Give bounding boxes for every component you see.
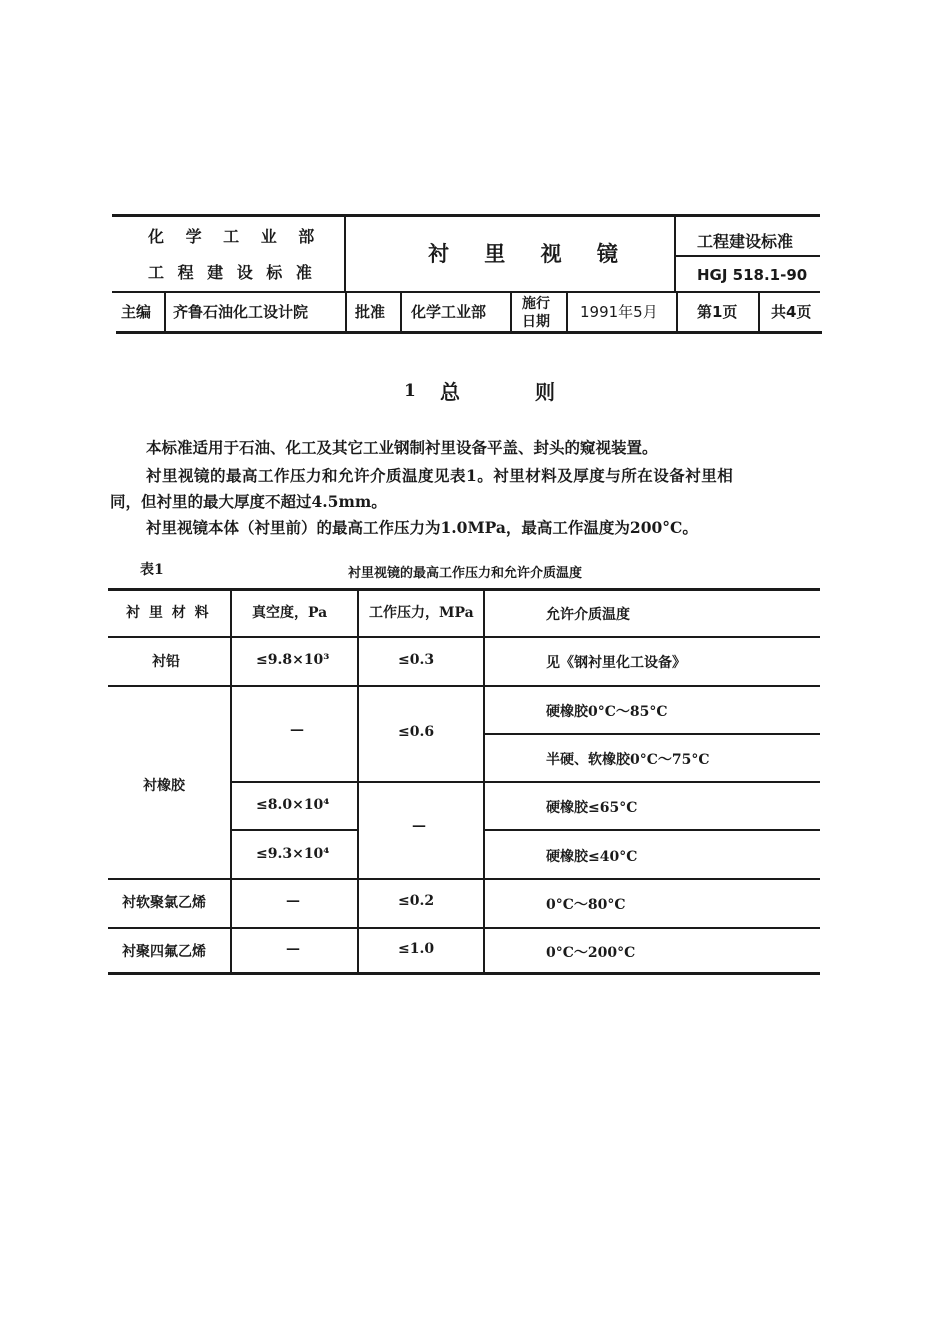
pvc-temperature: 0°C～80°C (546, 897, 626, 913)
ptfe-pressure: ≤1.0 (398, 941, 435, 957)
rubber-pressure-b: — (412, 818, 426, 834)
standard-code: HGJ 518.1-90 (697, 266, 808, 284)
table-row-rule-rubber-end (108, 878, 820, 880)
effective-label-1: 施行 (522, 296, 550, 312)
table-top-rule (108, 588, 820, 591)
header-divider-1 (344, 217, 346, 293)
editor-value: 齐鲁石油化工设计院 (173, 303, 309, 321)
header-bottom-rule (116, 331, 822, 334)
approve-value: 化学工业部 (411, 303, 487, 321)
table-row-rule-temp-b (484, 829, 820, 831)
lead-vacuum: ≤9.8×10³ (256, 652, 330, 668)
org-line-1: 化 学 工 业 部 (148, 227, 323, 246)
page-number: 第1页 (697, 303, 738, 321)
ptfe-temperature: 0°C～200°C (546, 945, 636, 961)
lead-material: 衬铅 (152, 654, 180, 670)
table-header-rule (108, 636, 820, 638)
table-label: 表1 (140, 562, 164, 578)
header-mid-rule-right (676, 255, 820, 257)
header-pressure: 工作压力，MPa (369, 605, 474, 621)
pvc-vacuum: — (286, 893, 300, 909)
effective-value: 1991年5月 (580, 303, 658, 321)
section-title: 总 则 (440, 380, 589, 404)
paragraph-2-line-1: 衬里视镜的最高工作压力和允许介质温度见表1。衬里材料及厚度与所在设备衬里相 (146, 466, 734, 485)
header-row2-divider-f (676, 293, 678, 331)
pvc-pressure: ≤0.2 (398, 893, 435, 909)
org-line-2: 工 程 建 设 标 准 (148, 263, 316, 282)
rubber-temp-b1: 硬橡胶≤65°C (546, 800, 638, 816)
ptfe-material: 衬聚四氟乙烯 (122, 944, 206, 960)
rubber-vacuum-a: — (290, 722, 304, 738)
paragraph-3: 衬里视镜本体（衬里前）的最高工作压力为1.0MPa，最高工作温度为200°C。 (146, 518, 698, 537)
header-material: 衬 里 材 料 (126, 605, 211, 621)
header-row2-divider-c (400, 293, 402, 331)
header-top-rule (112, 214, 820, 217)
doc-title: 衬 里 视 镜 (428, 242, 632, 266)
rubber-material: 衬橡胶 (143, 778, 185, 794)
header-row2-divider-e (566, 293, 568, 331)
table-col-rule-3 (483, 590, 485, 974)
header-row2-divider-a (164, 293, 166, 331)
paragraph-1: 本标准适用于石油、化工及其它工业钢制衬里设备平盖、封头的窥视装置。 (146, 438, 658, 457)
standard-type: 工程建设标准 (697, 232, 794, 251)
rubber-temp-a2: 半硬、软橡胶0°C～75°C (546, 752, 710, 768)
header-row2-divider-b (345, 293, 347, 331)
header-row2-divider-g (758, 293, 760, 331)
approve-label: 批准 (355, 303, 386, 321)
header-vacuum: 真空度，Pa (252, 605, 328, 621)
section-number: 1 (404, 381, 416, 401)
table-row-rule-rubber-mid (232, 781, 820, 783)
table-bottom-rule (108, 972, 820, 975)
rubber-temp-b2: 硬橡胶≤40°C (546, 849, 638, 865)
ptfe-vacuum: — (286, 941, 300, 957)
table-caption: 衬里视镜的最高工作压力和允许介质温度 (348, 566, 583, 581)
table-row-rule-temp-a (484, 733, 820, 735)
rubber-pressure-a: ≤0.6 (398, 724, 435, 740)
table-row-rule-vac-b (232, 829, 358, 831)
header-divider-2 (674, 217, 676, 293)
effective-label-2: 日期 (522, 314, 550, 330)
table-row-rule-lead (108, 685, 820, 687)
rubber-temp-a1: 硬橡胶0°C～85°C (546, 704, 668, 720)
table-col-rule-2 (357, 590, 359, 974)
header-mid-rule-left (112, 291, 820, 293)
table-row-rule-pvc (108, 927, 820, 929)
rubber-vacuum-b1: ≤8.0×10⁴ (256, 797, 330, 813)
lead-temperature: 见《钢衬里化工设备》 (546, 655, 686, 671)
table-col-rule-1 (230, 590, 232, 974)
paragraph-2-line-2: 同，但衬里的最大厚度不超过4.5mm。 (110, 492, 387, 511)
lead-pressure: ≤0.3 (398, 652, 435, 668)
page-total: 共4页 (771, 303, 812, 321)
pvc-material: 衬软聚氯乙烯 (122, 895, 206, 911)
rubber-vacuum-b2: ≤9.3×10⁴ (256, 846, 330, 862)
header-temperature: 允许介质温度 (546, 607, 630, 623)
header-row2-divider-d (510, 293, 512, 331)
editor-label: 主编 (121, 303, 152, 321)
